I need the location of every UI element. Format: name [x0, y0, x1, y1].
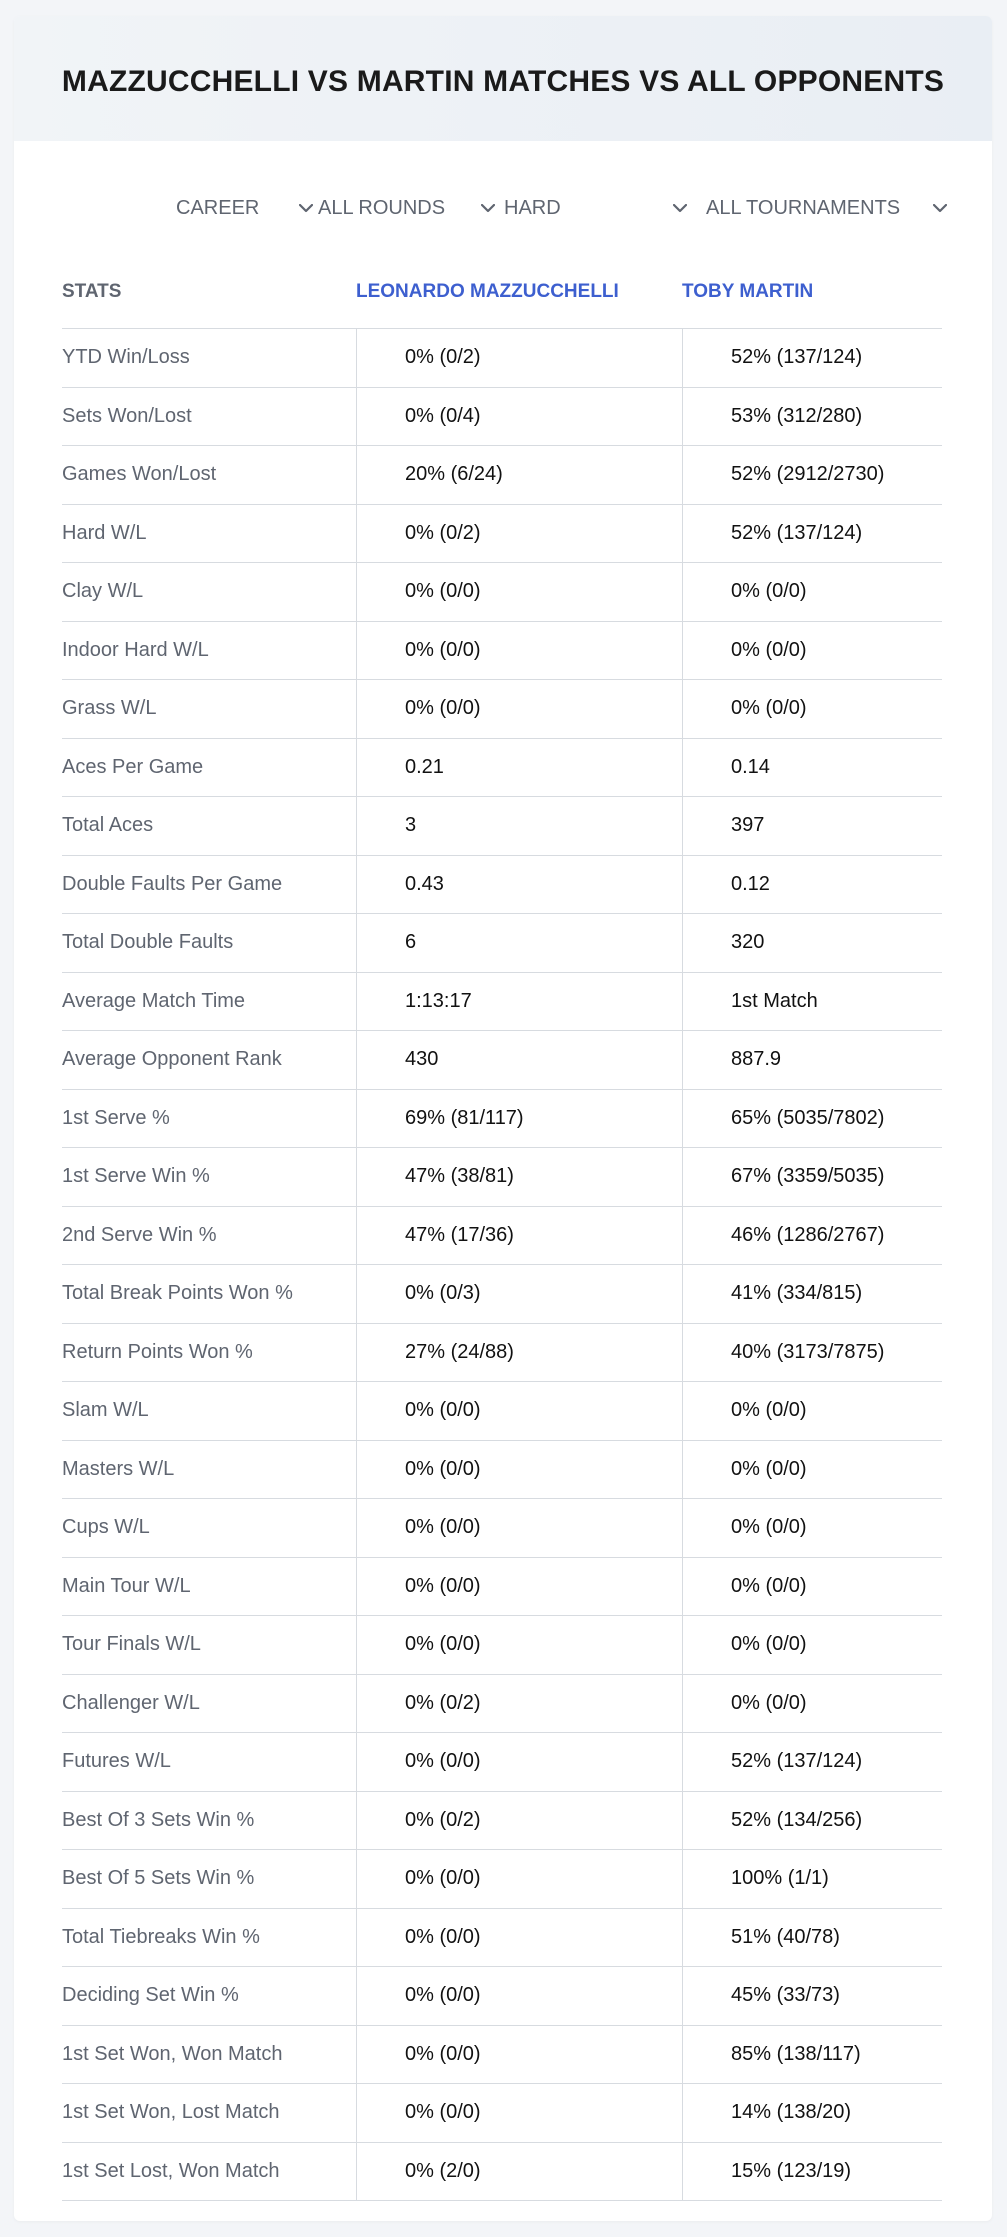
player1-value: 0% (0/0) — [356, 1441, 682, 1499]
player2-column-header[interactable]: TOBY MARTIN — [682, 281, 814, 302]
player1-value: 3 — [356, 797, 682, 855]
table-row — [62, 329, 942, 388]
player2-value: 0% (0/0) — [682, 1382, 942, 1440]
player2-value: 51% (40/78) — [682, 1909, 942, 1967]
player1-value: 0% (0/2) — [356, 505, 682, 563]
table-row — [62, 1090, 942, 1149]
table-row — [62, 1967, 942, 2026]
stat-label: 1st Set Lost, Won Match — [62, 2159, 280, 2182]
player1-value: 47% (17/36) — [356, 1207, 682, 1265]
tournaments-select[interactable] — [706, 188, 950, 228]
table-row — [62, 739, 942, 798]
player1-value: 0% (0/4) — [356, 388, 682, 446]
player2-value: 52% (2912/2730) — [682, 446, 942, 504]
player2-value: 0% (0/0) — [682, 1616, 942, 1674]
player1-value: 1:13:17 — [356, 973, 682, 1031]
rounds-select[interactable] — [318, 188, 498, 228]
stat-label: 2nd Serve Win % — [62, 1223, 217, 1246]
player2-value: 41% (334/815) — [682, 1265, 942, 1323]
table-row — [62, 797, 942, 856]
player1-value: 0% (0/2) — [356, 1675, 682, 1733]
player2-value: 15% (123/19) — [682, 2143, 942, 2201]
stat-label: Total Double Faults — [62, 931, 234, 954]
player2-value: 0% (0/0) — [682, 1499, 942, 1557]
stat-label: Aces Per Game — [62, 755, 204, 778]
player1-value: 0% (0/0) — [356, 1616, 682, 1674]
period-select[interactable] — [176, 188, 316, 228]
player1-value: 0% (0/0) — [356, 1850, 682, 1908]
player2-value: 53% (312/280) — [682, 388, 942, 446]
player1-value: 0% (0/0) — [356, 1499, 682, 1557]
stat-label: Total Break Points Won % — [62, 1282, 293, 1305]
table-row — [62, 1031, 942, 1090]
page-header — [14, 16, 992, 141]
stat-label: Total Aces — [62, 814, 154, 837]
player1-value: 0% (0/0) — [356, 680, 682, 738]
table-body — [62, 329, 942, 2201]
chevron-down-icon — [296, 198, 316, 218]
player2-value: 0% (0/0) — [682, 1558, 942, 1616]
player2-value: 0% (0/0) — [682, 680, 942, 738]
player1-value: 0% (0/0) — [356, 1558, 682, 1616]
stat-label: Slam W/L — [62, 1399, 149, 1422]
table-row — [62, 446, 942, 505]
player1-value: 0% (0/2) — [356, 1792, 682, 1850]
table-row — [62, 914, 942, 973]
player1-value: 20% (6/24) — [356, 446, 682, 504]
stats-table — [62, 256, 942, 2201]
player1-value: 0.43 — [356, 856, 682, 914]
table-row — [62, 680, 942, 739]
stat-label: Total Tiebreaks Win % — [62, 1925, 260, 1948]
stat-label: Double Faults Per Game — [62, 872, 283, 895]
player1-value: 430 — [356, 1031, 682, 1089]
stat-label: 1st Serve Win % — [62, 1165, 210, 1188]
stat-label: YTD Win/Loss — [62, 346, 190, 369]
player2-value: 45% (33/73) — [682, 1967, 942, 2025]
stat-label: Futures W/L — [62, 1750, 171, 1773]
table-row — [62, 1792, 942, 1851]
stat-label: 1st Set Won, Won Match — [62, 2042, 283, 2065]
table-row — [62, 388, 942, 447]
table-row — [62, 622, 942, 681]
table-header — [62, 256, 942, 329]
player2-value: 52% (137/124) — [682, 329, 942, 387]
player2-value: 397 — [682, 797, 942, 855]
stat-label: 1st Serve % — [62, 1106, 170, 1129]
player2-value: 100% (1/1) — [682, 1850, 942, 1908]
surface-select-value: HARD — [504, 196, 561, 219]
stat-label: Hard W/L — [62, 521, 147, 544]
player1-value: 0% (0/0) — [356, 622, 682, 680]
player1-value: 0.21 — [356, 739, 682, 797]
rounds-select-value: ALL ROUNDS — [318, 196, 446, 219]
stat-label: Deciding Set Win % — [62, 1984, 239, 2007]
chevron-down-icon — [930, 198, 950, 218]
stat-label: Tour Finals W/L — [62, 1633, 201, 1656]
player2-value: 52% (134/256) — [682, 1792, 942, 1850]
table-row — [62, 1499, 942, 1558]
stat-label: Grass W/L — [62, 697, 157, 720]
table-row — [62, 2143, 942, 2202]
player1-value: 0% (0/2) — [356, 329, 682, 387]
table-row — [62, 563, 942, 622]
stat-label: Games Won/Lost — [62, 463, 217, 486]
player1-value: 69% (81/117) — [356, 1090, 682, 1148]
player2-value: 0.14 — [682, 739, 942, 797]
stat-label: Average Opponent Rank — [62, 1048, 282, 1071]
stat-label: Best Of 5 Sets Win % — [62, 1867, 255, 1890]
stat-label: Best Of 3 Sets Win % — [62, 1808, 255, 1831]
stat-label: Cups W/L — [62, 1516, 150, 1539]
stat-label: Sets Won/Lost — [62, 404, 192, 427]
table-row — [62, 1265, 942, 1324]
player2-value: 0% (0/0) — [682, 1675, 942, 1733]
player2-value: 85% (138/117) — [682, 2026, 942, 2084]
table-row — [62, 1909, 942, 1968]
chevron-down-icon — [478, 198, 498, 218]
player1-value: 0% (0/3) — [356, 1265, 682, 1323]
stat-label: 1st Set Won, Lost Match — [62, 2101, 280, 2124]
player1-value: 47% (38/81) — [356, 1148, 682, 1206]
stat-label: Clay W/L — [62, 580, 144, 603]
table-row — [62, 1207, 942, 1266]
stats-column-header: STATS — [62, 281, 122, 302]
stat-label: Challenger W/L — [62, 1691, 200, 1714]
table-row — [62, 1616, 942, 1675]
player2-value: 65% (5035/7802) — [682, 1090, 942, 1148]
player1-value: 0% (0/0) — [356, 563, 682, 621]
player2-value: 14% (138/20) — [682, 2084, 942, 2142]
player2-value: 320 — [682, 914, 942, 972]
player1-value: 0% (0/0) — [356, 2084, 682, 2142]
player1-value: 27% (24/88) — [356, 1324, 682, 1382]
table-row — [62, 856, 942, 915]
player1-value: 0% (0/0) — [356, 1967, 682, 2025]
player1-value: 0% (2/0) — [356, 2143, 682, 2201]
stats-card — [14, 16, 992, 2221]
filter-bar — [14, 188, 992, 228]
table-row — [62, 1558, 942, 1617]
tournaments-select-value: ALL TOURNAMENTS — [706, 196, 901, 219]
stat-label: Indoor Hard W/L — [62, 638, 209, 661]
player2-value: 0% (0/0) — [682, 563, 942, 621]
surface-select[interactable] — [504, 188, 690, 228]
player2-value: 0.12 — [682, 856, 942, 914]
player1-value: 6 — [356, 914, 682, 972]
table-row — [62, 1850, 942, 1909]
player2-value: 67% (3359/5035) — [682, 1148, 942, 1206]
period-select-value: CAREER — [176, 196, 260, 219]
stat-label: Average Match Time — [62, 989, 246, 1012]
table-row — [62, 1675, 942, 1734]
stat-label: Return Points Won % — [62, 1340, 253, 1363]
table-row — [62, 1441, 942, 1500]
player2-value: 40% (3173/7875) — [682, 1324, 942, 1382]
player1-value: 0% (0/0) — [356, 2026, 682, 2084]
table-row — [62, 1324, 942, 1383]
player1-column-header[interactable]: LEONARDO MAZZUCCHELLI — [356, 281, 619, 302]
table-row — [62, 2084, 942, 2143]
player1-value: 0% (0/0) — [356, 1733, 682, 1791]
player2-value: 887.9 — [682, 1031, 942, 1089]
table-row — [62, 1382, 942, 1441]
table-row — [62, 505, 942, 564]
table-row — [62, 1148, 942, 1207]
table-row — [62, 2026, 942, 2085]
player1-value: 0% (0/0) — [356, 1382, 682, 1440]
stat-label: Main Tour W/L — [62, 1574, 191, 1597]
player2-value: 52% (137/124) — [682, 1733, 942, 1791]
table-row — [62, 973, 942, 1032]
player2-value: 46% (1286/2767) — [682, 1207, 942, 1265]
player1-value: 0% (0/0) — [356, 1909, 682, 1967]
stat-label: Masters W/L — [62, 1457, 175, 1480]
player2-value: 1st Match — [682, 973, 942, 1031]
table-row — [62, 1733, 942, 1792]
player2-value: 0% (0/0) — [682, 622, 942, 680]
page-title: MAZZUCCHELLI VS MARTIN MATCHES VS ALL OPPONENTS — [61, 64, 945, 98]
chevron-down-icon — [670, 198, 690, 218]
player2-value: 52% (137/124) — [682, 505, 942, 563]
player2-value: 0% (0/0) — [682, 1441, 942, 1499]
